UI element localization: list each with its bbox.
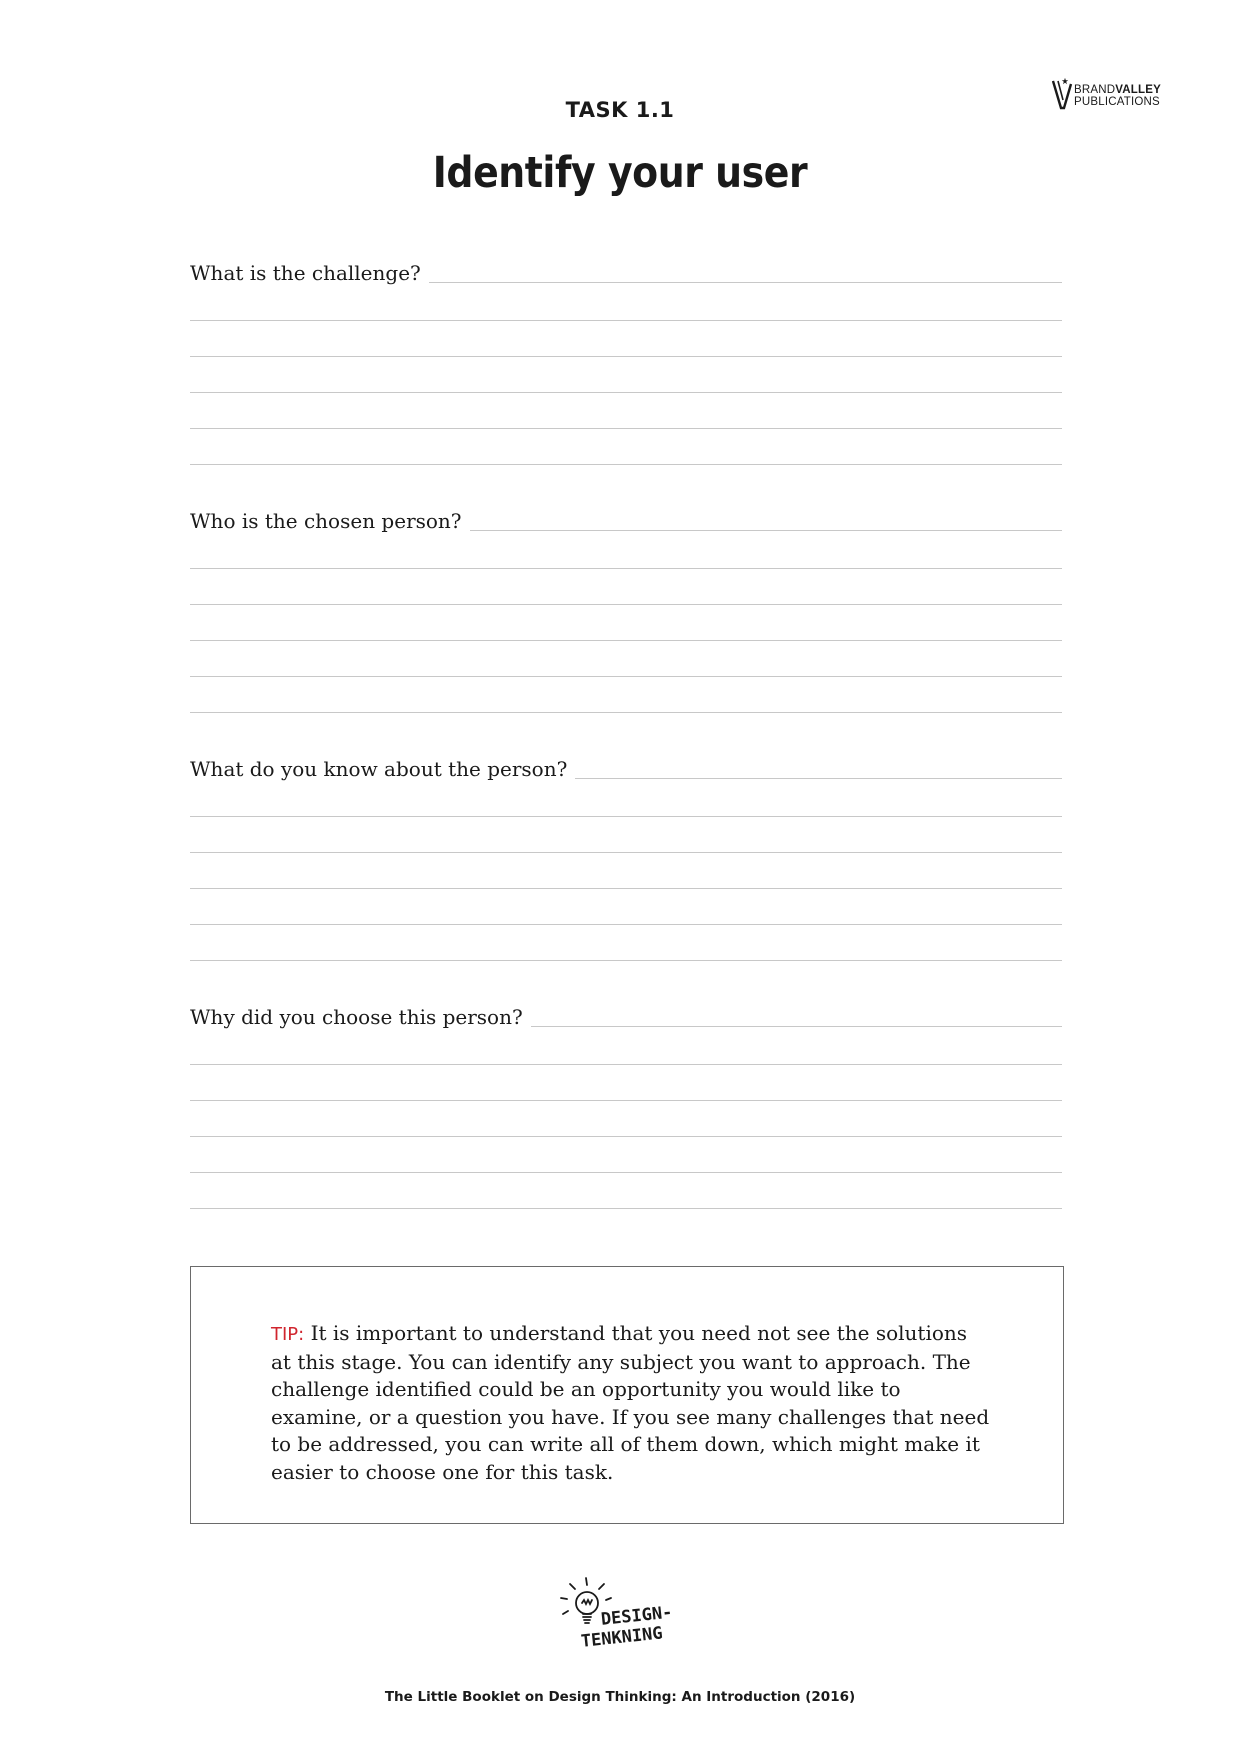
footer-citation: The Little Booklet on Design Thinking: An Introduction (2016) — [384, 1689, 856, 1705]
question-label: What is the challenge? — [190, 261, 421, 285]
answer-line[interactable] — [190, 1065, 1062, 1101]
answer-line[interactable] — [470, 530, 1062, 531]
answer-line[interactable] — [190, 321, 1062, 357]
publisher-name-part2: VALLEY — [1115, 84, 1161, 96]
task-label: TASK 1.1 — [565, 98, 675, 122]
question-section-know-about — [190, 749, 1062, 961]
answer-line[interactable] — [190, 605, 1062, 641]
answer-line[interactable] — [190, 781, 1062, 817]
answer-line[interactable] — [190, 925, 1062, 961]
answer-line[interactable] — [429, 282, 1062, 283]
question-label: What do you know about the person? — [190, 757, 568, 781]
publisher-line2: PUBLICATIONS — [1074, 96, 1160, 108]
question-label: Who is the chosen person? — [190, 509, 462, 533]
tip-label: TIP: — [271, 1324, 305, 1345]
answer-line[interactable] — [190, 393, 1062, 429]
answer-line[interactable] — [190, 853, 1062, 889]
logo-line1: DESIGN- — [600, 1602, 674, 1630]
answer-line[interactable] — [531, 1026, 1062, 1027]
answer-line[interactable] — [190, 817, 1062, 853]
question-section-chosen-person — [190, 501, 1062, 713]
answer-line[interactable] — [190, 1029, 1062, 1065]
answer-line[interactable] — [190, 429, 1062, 465]
answer-line[interactable] — [190, 569, 1062, 605]
page-title: Identify your user — [432, 148, 808, 198]
answer-line[interactable] — [575, 778, 1062, 779]
logo-line2: TENKNING — [580, 1623, 664, 1652]
publisher-name-part1: BRAND — [1074, 84, 1116, 96]
question-section-challenge — [190, 253, 1062, 465]
design-tenkning-logo — [552, 1576, 692, 1666]
answer-line[interactable] — [190, 677, 1062, 713]
tip-text: It is important to understand that you need not see the solutions at this stage. You can identify any subject you want to approach. The challenge identified could be an opportunity you would like to examine, or a question you have. If you see many challenges that need to be addressed, you can write all of them down, which might make it easier to choose one for this task. — [271, 1321, 990, 1484]
answer-line[interactable] — [190, 1137, 1062, 1173]
answer-line[interactable] — [190, 285, 1062, 321]
answer-line[interactable] — [190, 889, 1062, 925]
question-section-why-choose — [190, 997, 1062, 1209]
tip-paragraph — [271, 1320, 991, 1486]
answer-line[interactable] — [190, 1101, 1062, 1137]
answer-line[interactable] — [190, 357, 1062, 393]
question-label: Why did you choose this person? — [190, 1005, 523, 1029]
answer-line[interactable] — [190, 641, 1062, 677]
tip-box — [190, 1266, 1064, 1524]
answer-line[interactable] — [190, 533, 1062, 569]
answer-line[interactable] — [190, 1173, 1062, 1209]
